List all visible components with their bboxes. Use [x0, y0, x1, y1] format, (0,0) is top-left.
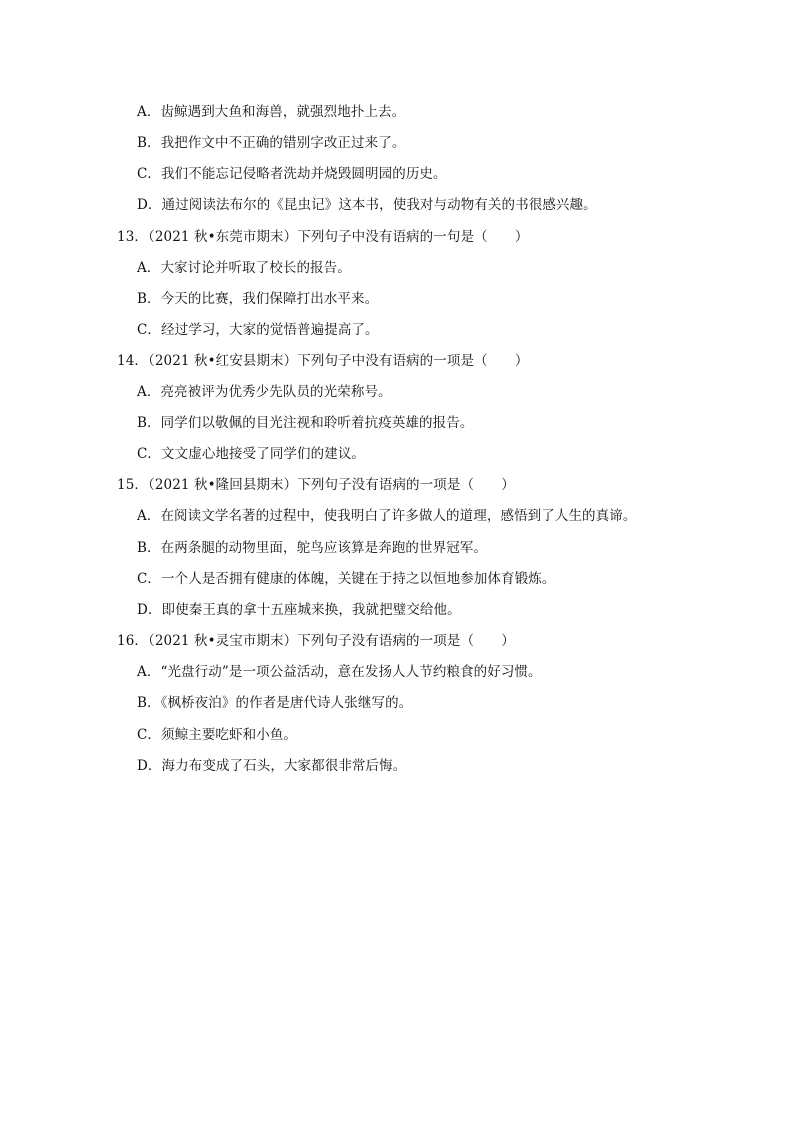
q14-option-c: C．文文虚心地接受了同学们的建议。 [137, 446, 366, 462]
question-14: 14．（2021 秋•红安县期末）下列句子中没有语病的一项是（ ） [117, 353, 529, 369]
question-13: 13．（2021 秋•东莞市期末）下列句子中没有语病的一句是（ ） [117, 229, 529, 245]
q14-option-a: A．亮亮被评为优秀少先队员的光荣称号。 [137, 384, 392, 400]
q16-option-d: D．海力布变成了石头，大家都很非常后悔。 [137, 758, 407, 774]
question-15: 15．（2021 秋•隆回县期末）下列句子没有语病的一项是（ ） [117, 477, 515, 493]
q13-option-c: C．经过学习，大家的觉悟普遍提高了。 [137, 322, 379, 338]
q16-option-c: C．须鲸主要吃虾和小鱼。 [137, 727, 298, 743]
q13-option-b: B．今天的比赛，我们保障打出水平来。 [137, 291, 379, 307]
q16-option-b: B．《枫桥夜泊》的作者是唐代诗人张继写的。 [137, 695, 413, 711]
question-16: 16．（2021 秋•灵宝市期末）下列句子没有语病的一项是（ ） [117, 633, 515, 649]
q14-option-b: B．同学们以敬佩的目光注视和聆听着抗疫英雄的报告。 [137, 415, 474, 431]
q12-option-a: A．齿鲸遇到大鱼和海兽，就强烈地扑上去。 [137, 104, 406, 120]
q12-option-b: B．我把作文中不正确的错别字改正过来了。 [137, 135, 406, 151]
q12-option-d: D．通过阅读法布尔的《昆虫记》这本书，使我对与动物有关的书很感兴趣。 [137, 197, 597, 213]
q15-option-d: D．即使秦王真的拿十五座城来换，我就把璧交给他。 [137, 602, 461, 618]
q15-option-c: C．一个人是否拥有健康的体魄，关键在于持之以恒地参加体育锻炼。 [137, 571, 556, 587]
q16-option-a: A．“光盘行动”是一项公益活动，意在发扬人人节约粮食的好习惯。 [137, 664, 542, 680]
q13-option-a: A．大家讨论并听取了校长的报告。 [137, 260, 351, 276]
q15-option-b: B．在两条腿的动物里面，鸵鸟应该算是奔跑的世界冠军。 [137, 540, 488, 556]
q12-option-c: C．我们不能忘记侵略者洗劫并烧毁圆明园的历史。 [137, 166, 447, 182]
q15-option-a: A．在阅读文学名著的过程中，使我明白了许多做人的道理，感悟到了人生的真谛。 [137, 508, 637, 524]
